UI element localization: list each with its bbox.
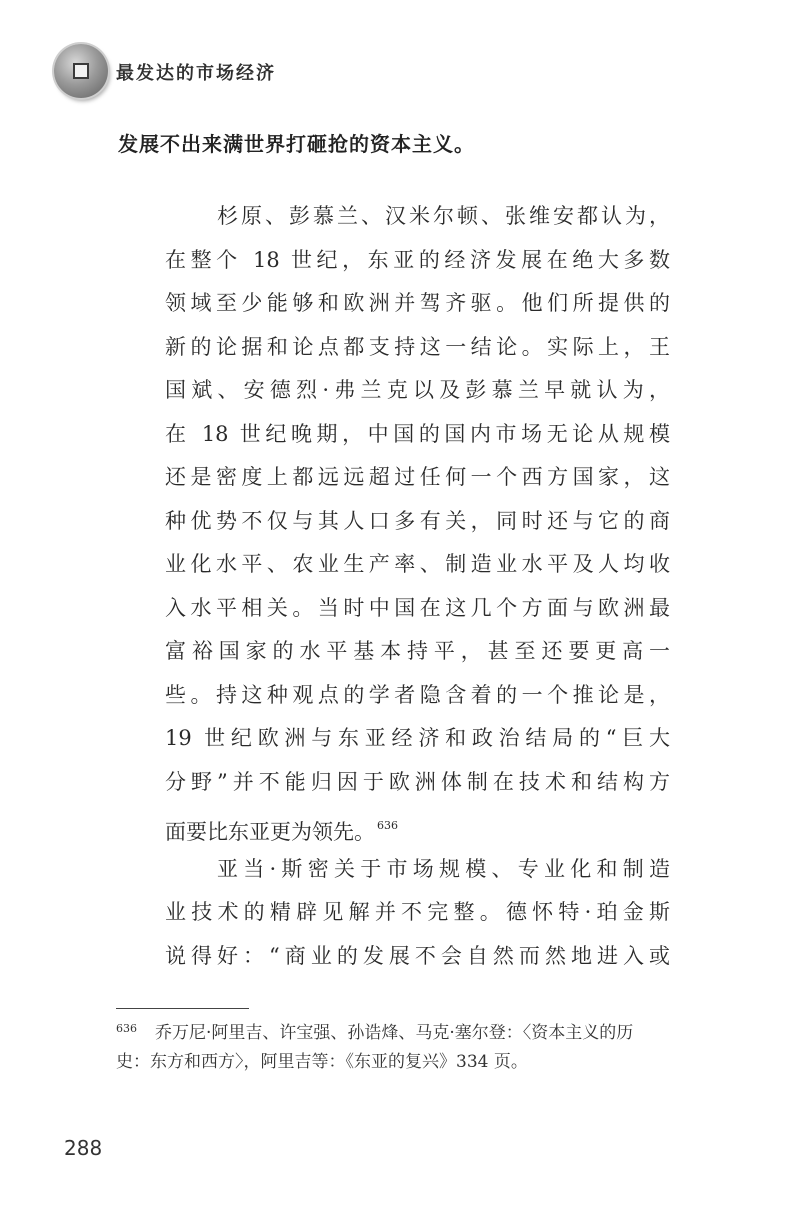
paragraph-line: 些。持这种观点的学者隐含着的一个推论是， <box>165 682 670 707</box>
footnote <box>116 1014 664 1077</box>
paragraph-line: 业化水平、农业生产率、制造业水平及人均收 <box>165 552 670 576</box>
paragraph-line: 业技术的精辟见解并不完整。德怀特·珀金斯 <box>165 900 670 924</box>
paragraph-line: 种优势不仅与其人口多有关，同时还与它的商 <box>165 508 670 533</box>
paragraph-line: 领域至少能够和欧洲并驾齐驱。他们所提供的 <box>165 291 670 315</box>
footnote-number: 636 <box>116 1022 137 1035</box>
paragraph-line: 还是密度上都远远超过任何一个西方国家，这 <box>165 465 670 489</box>
body-text <box>165 195 670 978</box>
paragraph-line: 分野”并不能归因于欧洲体制在技术和结构方 <box>165 769 670 794</box>
paragraph-line: 富裕国家的水平基本持平，甚至还要更高一 <box>165 639 670 663</box>
paragraph-last-text: 面要比东亚更为领先。 <box>165 820 375 844</box>
paragraph-line: 在整个 18 世纪，东亚的经济发展在绝大多数 <box>165 247 670 272</box>
paragraph-line: 19 世纪欧洲与东亚经济和政治结局的“巨大 <box>165 726 670 750</box>
footnote-reference: 636 <box>377 819 398 832</box>
ancient-coin-icon <box>54 44 108 98</box>
book-title: 最发达的市场经济 <box>116 63 276 84</box>
paragraph-line: 说得好：“商业的发展不会自然而然地进入或 <box>165 943 670 968</box>
running-header <box>50 40 750 110</box>
paragraph-line: 杉原、彭慕兰、汉米尔顿、张维安都认为， <box>217 204 670 228</box>
paragraph-line: 亚当·斯密关于市场规模、专业化和制造 <box>217 856 670 881</box>
paragraph-line: 国斌、安德烈·弗兰克以及彭慕兰早就认为， <box>165 378 670 402</box>
paragraph-line: 新的论据和论点都支持这一结论。实际上，王 <box>165 334 670 359</box>
page-number: 288 <box>64 1136 103 1160</box>
footnote-text: 乔万尼·阿里吉、许宝强、孙诰烽、马克·塞尔登：〈资本主义的历史：东方和西方〉，阿里吉等：《东亚的复兴》334 页。 <box>116 1023 634 1072</box>
footnote-rule <box>116 1008 249 1009</box>
paragraph-line: 入水平相关。当时中国在这几个方面与欧洲最 <box>165 595 670 620</box>
continued-sentence: 发展不出来满世界打砸抢的资本主义。 <box>118 132 475 156</box>
paragraph-line-last <box>165 804 670 848</box>
paragraph-line: 在 18 世纪晚期，中国的国内市场无论从规模 <box>165 421 670 446</box>
